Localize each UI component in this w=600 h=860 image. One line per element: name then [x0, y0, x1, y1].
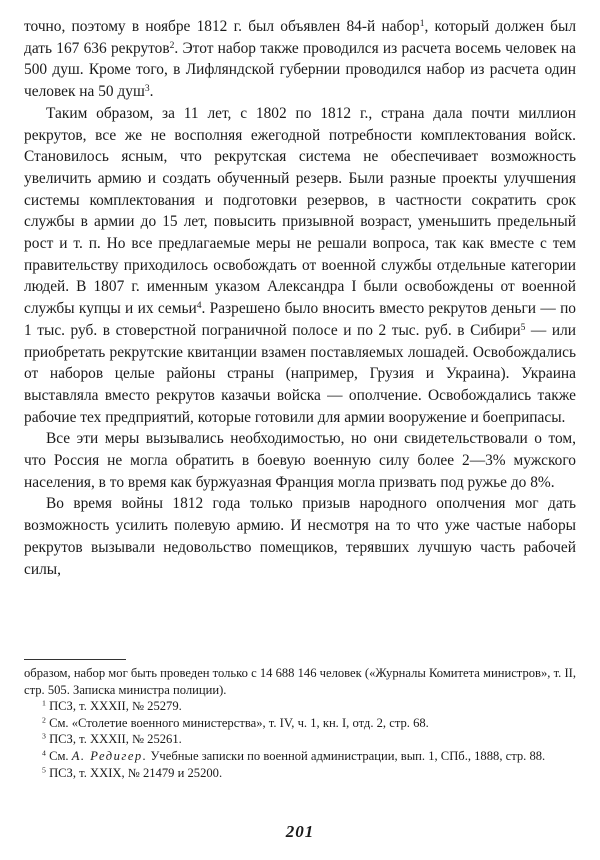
footnote-5 — [24, 765, 576, 782]
paragraph-3: Все эти меры вызывались необходимостью, но они свидетельствовали о том, что Россия не могла обратить в боевую военную силу более 2—3% мужского населения, в то время как буржуазная Франция могла призвать под ружье до 8%. — [24, 430, 576, 491]
footnote-3-text: ПСЗ, т. XXXII, № 25261. — [49, 732, 182, 747]
footnotes — [24, 665, 576, 781]
footnote-ref-5: 5 — [520, 321, 526, 333]
footnote-1 — [24, 698, 576, 715]
footnote-2-number: 2 — [42, 715, 46, 725]
footnote-2-text: См. «Столетие военного министерства», т. IV, ч. 1, кн. I, отд. 2, стр. 68. — [49, 715, 429, 730]
footnote-4 — [24, 748, 576, 765]
paragraph-1-part-b: , который должен был дать 167 636 рекрутов — [24, 18, 577, 57]
paragraph-2-part-a: Таким образом, за 11 лет, с 1802 по 1812 г., страна дала почти миллион рекрутов, все же не восполняя ежегодной потребности комплектования войск. Становилось ясным, что рекрутская система не обеспечивает возможность увеличить армию и создать обученный резерв. Были разные проекты улучшения системы комплектования и подготовки резервов, в частности сократить срок службы в армии до 15 лет, повысить призывной возраст, уменьшить предельный рост и т. п. Но все предлагаемые меры не решали вопроса, так как вместе с тем правительству приходилось освобождать от военной службы отдельные категории людей. В 1807 г. именным указом Александра I были освобождены от военной службы купцы и их семьи — [24, 104, 576, 318]
footnote-ref-4: 4 — [196, 299, 202, 311]
paragraph-2 — [24, 103, 576, 429]
footnote-5-text: ПСЗ, т. XXIX, № 21479 и 25200. — [49, 765, 223, 780]
main-text — [24, 16, 576, 580]
paragraph-4: Во время войны 1812 года только призыв народного ополчения мог дать возможность усилить полевую армию. И несмотря на то что уже частые наборы рекрутов вызывали недовольство помещиков, терявших лучшую часть рабочей силы, — [24, 495, 576, 578]
paragraph-1 — [24, 16, 576, 103]
footnote-ref-3: 3 — [144, 82, 150, 94]
footnote-ref-2: 2 — [169, 39, 175, 51]
paragraph-2-part-c: — или приобретать рекрутские квитанции взамен поставляемых лошадей. Освобождались от наборов целые районы страны (например, Грузия и Украина). Украина выставляла вместо рекрутов казачьи войска — ополчение. Освобождались также рабочие тех предприятий, которые готовили для армии вооружение и боеприпасы. — [24, 321, 576, 426]
footnote-continuation: образом, набор мог быть проведен только с 14 688 146 человек («Журналы Комитета министров», т. II, стр. 505. Записка министра полиции). — [24, 666, 576, 697]
footnote-divider — [24, 659, 126, 660]
paragraph-1-part-c: . Этот набор также проводился из расчета восемь человек на 500 душ. Кроме того, в Лифляндской губернии проводился набор из расчета один человек на 50 душ — [24, 39, 576, 101]
footnote-4-number: 4 — [42, 748, 46, 758]
footnote-ref-1: 1 — [419, 17, 425, 29]
footnote-3 — [24, 731, 576, 748]
footnote-4-text: Учебные записки по военной администрации, вып. 1, СПб., 1888, стр. 88. — [147, 748, 546, 763]
page-number: 201 — [285, 822, 315, 841]
footnote-1-number: 1 — [42, 698, 46, 708]
footnote-5-number: 5 — [42, 765, 46, 775]
paragraph-1-part-a: точно, поэтому в ноябре 1812 г. был объявлен 84-й набор — [24, 18, 420, 35]
footnote-1-text: ПСЗ, т. XXXII, № 25279. — [49, 699, 182, 714]
paragraph-1-part-d: . — [149, 83, 154, 101]
footnote-2 — [24, 715, 576, 732]
footnote-4-author: А. Редигер. — [71, 748, 148, 763]
paragraph-2-part-b: . Разрешено было вносить вместо рекрутов деньги — по 1 тыс. руб. в стоверстной пограничной полосе и по 2 тыс. руб. в Сибири — [24, 300, 577, 339]
footnote-4-prefix: См. — [49, 748, 72, 763]
footnote-3-number: 3 — [42, 732, 46, 742]
